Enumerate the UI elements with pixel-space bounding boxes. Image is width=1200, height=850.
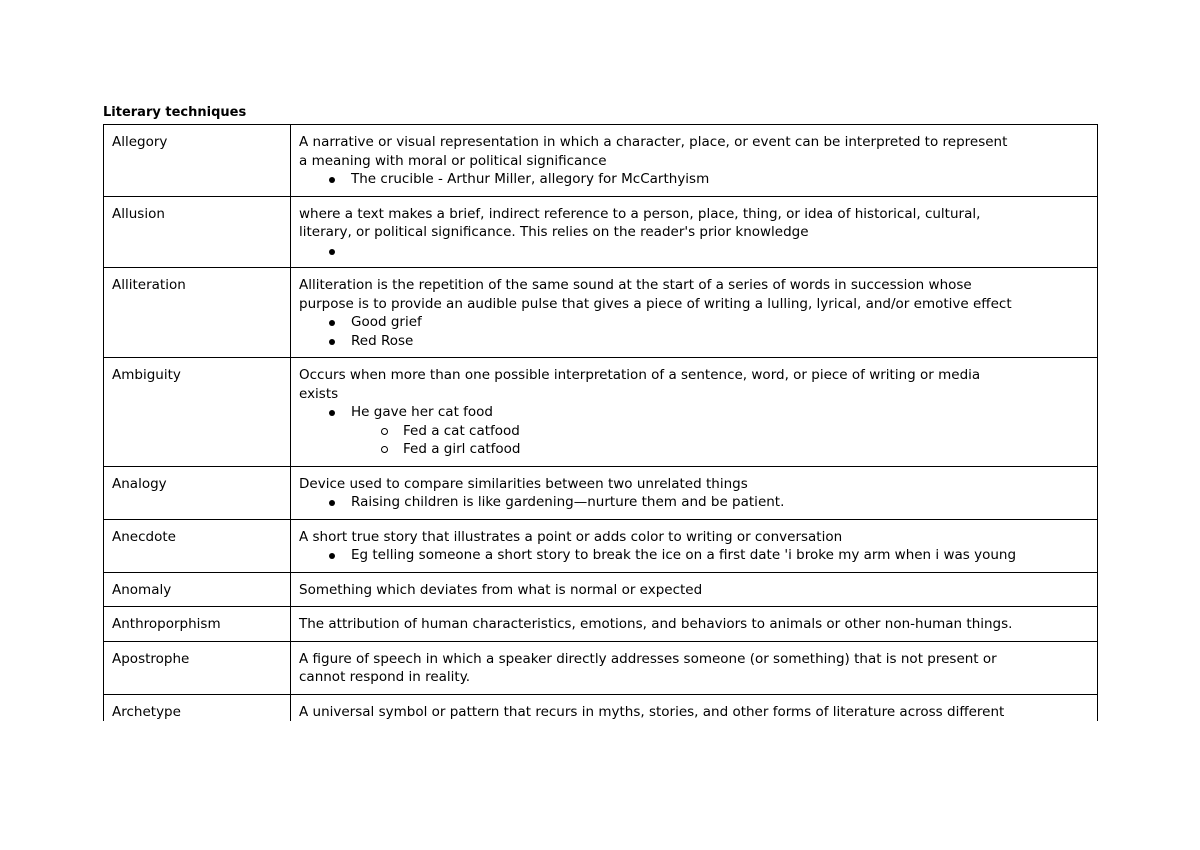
example-item xyxy=(329,493,1089,512)
definition-line: Occurs when more than one possible interpretation of a sentence, word, or piece of writing or media xyxy=(299,367,981,383)
term-cell xyxy=(104,466,291,519)
example-text: He gave her cat food xyxy=(351,404,494,420)
example-list xyxy=(299,170,1089,189)
definition-line: cannot respond in reality. xyxy=(299,669,471,685)
table-row xyxy=(104,694,1098,721)
example-list xyxy=(299,313,1089,350)
term-cell xyxy=(104,519,291,572)
sub-example-list xyxy=(351,422,1089,459)
table-row xyxy=(104,641,1098,694)
definition-line: A narrative or visual representation in which a character, place, or event can be interpreted to represent xyxy=(299,134,1008,150)
definition-cell xyxy=(291,358,1098,467)
term-label: Analogy xyxy=(112,475,167,492)
term-label: Allusion xyxy=(112,205,165,222)
definition-cell xyxy=(291,125,1098,197)
literary-techniques-table xyxy=(103,124,1098,721)
table-row xyxy=(104,358,1098,467)
table-row xyxy=(104,196,1098,268)
definition-cell xyxy=(291,268,1098,358)
example-text: Raising children is like gardening—nurture them and be patient. xyxy=(351,494,785,510)
term-cell xyxy=(104,607,291,642)
sub-example-item: Fed a cat catfood xyxy=(381,422,1089,441)
term-label: Alliteration xyxy=(112,277,186,293)
example-item xyxy=(329,242,1089,261)
term-cell xyxy=(104,358,291,467)
term-label: Apostrophe xyxy=(112,650,190,667)
example-list xyxy=(299,493,1089,512)
table-row xyxy=(104,466,1098,519)
table-row xyxy=(104,519,1098,572)
term-cell xyxy=(104,125,291,197)
definition-cell xyxy=(291,641,1098,694)
example-item xyxy=(329,403,1089,459)
example-text: The crucible - Arthur Miller, allegory for McCarthyism xyxy=(351,171,710,187)
definition-line: Something which deviates from what is normal or expected xyxy=(299,581,703,598)
example-text: Good grief xyxy=(351,314,422,330)
document-title: Literary techniques xyxy=(103,105,247,120)
sub-example-item: Fed a girl catfood xyxy=(381,440,1089,459)
term-label: Ambiguity xyxy=(112,367,181,383)
example-text: Eg telling someone a short story to break the ice on a first date 'i broke my arm when i was young xyxy=(351,547,1017,563)
example-list xyxy=(299,242,1089,261)
term-cell xyxy=(104,641,291,694)
definition-cell xyxy=(291,572,1098,607)
term-label: Anecdote xyxy=(112,528,176,545)
definition-cell xyxy=(291,694,1098,721)
definition-line: Alliteration is the repetition of the same sound at the start of a series of words in succession whose xyxy=(299,277,972,293)
example-item xyxy=(329,332,1089,351)
document-page xyxy=(103,104,1097,721)
term-cell xyxy=(104,694,291,721)
term-cell xyxy=(104,268,291,358)
definition-line: literary, or political significance. This relies on the reader's prior knowledge xyxy=(299,224,809,240)
definition-line: a meaning with moral or political significance xyxy=(299,152,607,169)
table-row xyxy=(104,607,1098,642)
definition-line: Device used to compare similarities between two unrelated things xyxy=(299,475,748,492)
term-cell xyxy=(104,572,291,607)
definition-line: exists xyxy=(299,385,339,402)
term-label: Anthroporphism xyxy=(112,616,221,632)
term-label: Allegory xyxy=(112,134,168,150)
definition-line: A universal symbol or pattern that recurs in myths, stories, and other forms of literature across different xyxy=(299,703,1005,720)
table-row xyxy=(104,572,1098,607)
definition-line: where a text makes a brief, indirect reference to a person, place, thing, or idea of historical, cultural, xyxy=(299,205,981,222)
table-row xyxy=(104,125,1098,197)
definition-cell xyxy=(291,196,1098,268)
table-body xyxy=(104,125,1098,722)
example-item xyxy=(329,170,1089,189)
example-list xyxy=(299,403,1089,459)
definition-line: purpose is to provide an audible pulse that gives a piece of writing a lulling, lyrical, and/or emotive effect xyxy=(299,295,1012,312)
definition-line: A figure of speech in which a speaker directly addresses someone (or something) that is not present or xyxy=(299,650,997,667)
example-text: Red Rose xyxy=(351,332,414,349)
definition-cell xyxy=(291,466,1098,519)
term-label: Archetype xyxy=(112,703,181,720)
term-label: Anomaly xyxy=(112,581,172,598)
table-row xyxy=(104,268,1098,358)
term-cell xyxy=(104,196,291,268)
example-item xyxy=(329,313,1089,332)
definition-cell xyxy=(291,519,1098,572)
example-list xyxy=(299,546,1089,565)
definition-line: The attribution of human characteristics, emotions, and behaviors to animals or other non-human things. xyxy=(299,616,1013,632)
definition-cell xyxy=(291,607,1098,642)
example-item xyxy=(329,546,1089,565)
definition-line: A short true story that illustrates a point or adds color to writing or conversation xyxy=(299,528,843,545)
